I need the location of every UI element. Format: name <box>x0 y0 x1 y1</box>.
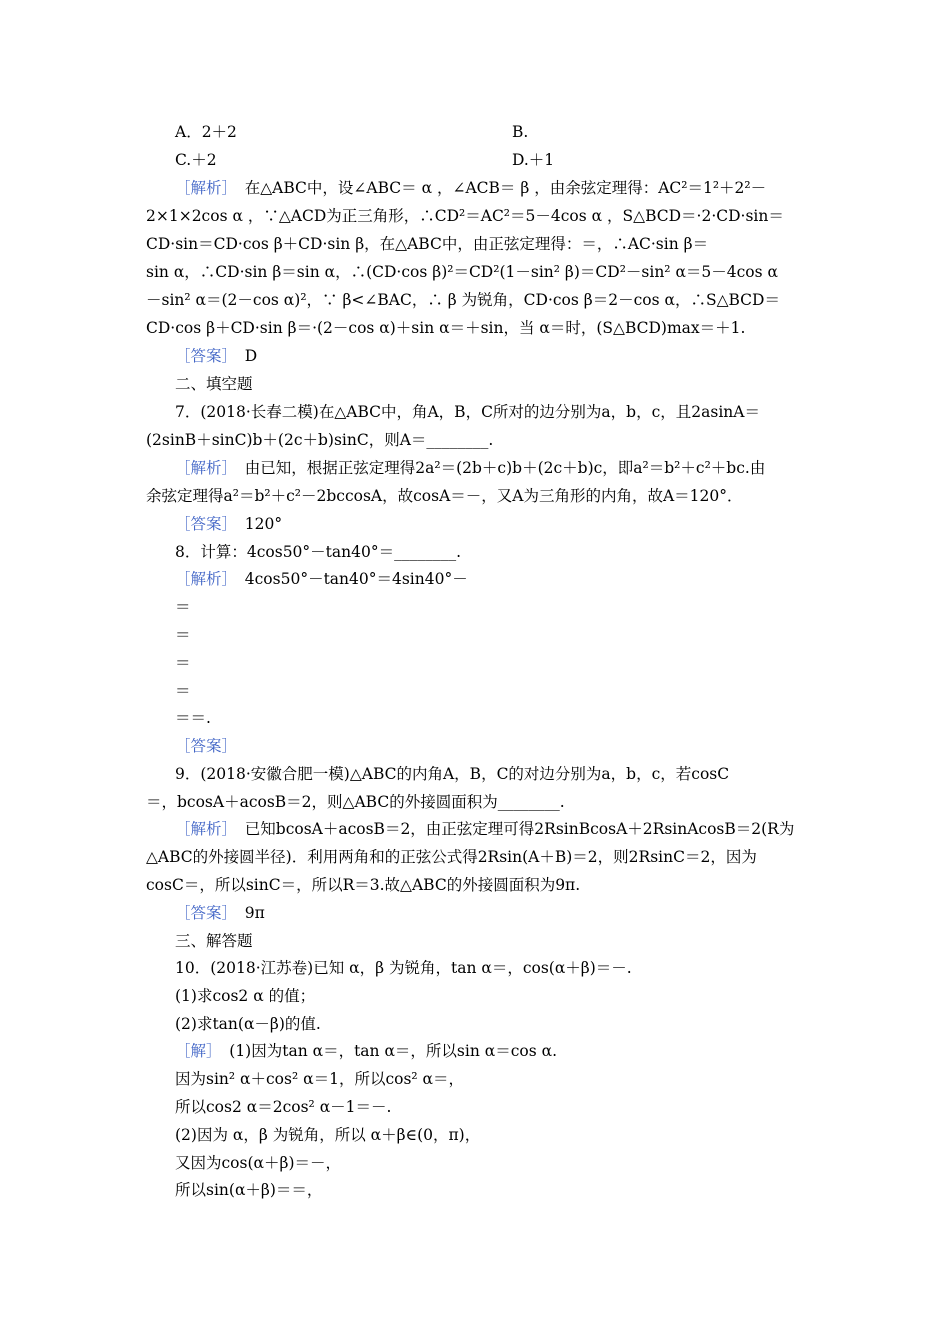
q8-equation-step-3: ＝ <box>175 654 191 672</box>
q6-analysis-line-1: ［解析］ 在△ABC中，设∠ABC＝ α ，∠ACB＝ β ，由余弦定理得：AC²＝1²＋2²－ <box>175 179 767 197</box>
q8-answer <box>175 736 835 756</box>
q6-analysis-line-4: sin α，∴CD·sin β＝sin α，∴(CD·cos β)²＝CD²(1－sin² β)＝CD²－sin² α＝5－4cos α <box>146 263 778 281</box>
q8-equation-step-5: ＝＝. <box>175 709 211 727</box>
q6-analysis-line-3: CD·sin＝CD·cos β＋CD·sin β，在△ABC中，由正弦定理得：＝，∴AC·sin β＝ <box>146 235 709 253</box>
q9-analysis-line-1: ［解析］ 已知bcosA＋acosB＝2，由正弦定理可得2RsinBcosA＋2RsinAcosB＝2(R为 <box>175 820 795 838</box>
section-fill-blank-heading: 二、填空题 <box>175 375 253 393</box>
q9-analysis-line-2: △ABC的外接圆半径)．利用两角和的正弦公式得2Rsin(A＋B)＝2，则2RsinC＝2，因为 <box>146 848 757 866</box>
option-b: B. <box>512 123 529 141</box>
analysis-tag: ［解析］ <box>175 570 230 588</box>
answer-tag: ［答案］ <box>175 904 230 922</box>
q10-question-line-1: 10．(2018·江苏卷)已知 α，β 为锐角，tan α＝，cos(α＋β)＝－. <box>175 959 632 977</box>
option-a: A．2＋2 <box>175 123 237 141</box>
q8-question: 8．计算：4cos50°－tan40°＝________. <box>175 543 462 561</box>
answer-tag: ［答案］ <box>175 347 230 365</box>
answer-tag: ［答案］ <box>175 515 230 533</box>
q7-answer: ［答案］ 120° <box>175 515 283 533</box>
q9-question-line-1: 9．(2018·安徽合肥一模)△ABC的内角A，B，C的对边分别为a，b，c，若cosC <box>175 765 730 783</box>
q7-question-line-2: (2sinB＋sinC)b＋(2c＋b)sinC，则A＝________. <box>146 431 494 449</box>
q6-analysis-line-2: 2×1×2cos α ，∵△ACD为正三角形，∴CD²＝AC²＝5－4cos α ，S△BCD＝·2·CD·sin＝ <box>146 207 784 225</box>
q6-analysis-line-6: CD·cos β＋CD·sin β＝·(2－cos α)＋sin α＝＋sin，当 α＝时，(S△BCD)max＝＋1. <box>146 319 746 337</box>
option-c: C.＋2 <box>175 151 217 169</box>
q7-question-line-1: 7．(2018·长春二模)在△ABC中，角A，B，C所对的边分别为a，b，c，且2asinA＝ <box>175 403 760 421</box>
q10-solution-line-4: (2)因为 α，β 为锐角，所以 α＋β∈(0，π)， <box>175 1126 481 1144</box>
q6-analysis-line-5: －sin² α＝(2－cos α)²，∵ β<∠BAC，∴ β 为锐角，CD·cos β＝2－cos α，∴S△BCD＝ <box>146 291 780 309</box>
option-d: D.＋1 <box>512 151 555 169</box>
q6-answer: ［答案］ D <box>175 347 258 365</box>
q8-equation-step-2: ＝ <box>175 626 191 644</box>
answer-tag: ［答案］ <box>175 737 238 755</box>
q7-analysis-line-2: 余弦定理得a²＝b²＋c²－2bccosA，故cosA＝－，又A为三角形的内角，故A＝120°． <box>146 487 743 505</box>
q9-analysis-line-3: cosC＝，所以sinC＝，所以R＝3.故△ABC的外接圆面积为9π. <box>146 876 581 894</box>
q9-question-line-2: ＝，bcosA＋acosB＝2，则△ABC的外接圆面积为________. <box>146 793 565 811</box>
q10-solution-line-2: 因为sin² α＋cos² α＝1，所以cos² α＝， <box>175 1070 465 1088</box>
q8-equation-step-1: ＝ <box>175 598 191 616</box>
q10-solution-line-6: 所以sin(α＋β)＝＝， <box>175 1181 323 1199</box>
section-solution-heading: 三、解答题 <box>175 932 253 950</box>
solution-tag: ［解］ <box>175 1042 214 1060</box>
analysis-tag: ［解析］ <box>175 179 230 197</box>
q10-question-part-2: (2)求tan(α－β)的值. <box>175 1015 321 1033</box>
analysis-tag: ［解析］ <box>175 820 230 838</box>
q9-answer: ［答案］ 9π <box>175 904 265 922</box>
q10-solution-line-1: ［解］ (1)因为tan α＝，tan α＝，所以sin α＝cos α. <box>175 1042 557 1060</box>
q10-solution-line-5: 又因为cos(α＋β)＝－， <box>175 1154 341 1172</box>
q10-question-part-1: (1)求cos2 α 的值； <box>175 987 316 1005</box>
q8-analysis-line-1: ［解析］ 4cos50°－tan40°＝4sin40°－ <box>175 570 468 588</box>
q8-equation-step-4: ＝ <box>175 682 191 700</box>
analysis-tag: ［解析］ <box>175 459 230 477</box>
q10-solution-line-3: 所以cos2 α＝2cos² α－1＝－. <box>175 1098 392 1116</box>
q7-analysis-line-1: ［解析］ 由已知，根据正弦定理得2a²＝(2b＋c)b＋(2c＋b)c，即a²＝b²＋c²＋bc.由 <box>175 459 766 477</box>
